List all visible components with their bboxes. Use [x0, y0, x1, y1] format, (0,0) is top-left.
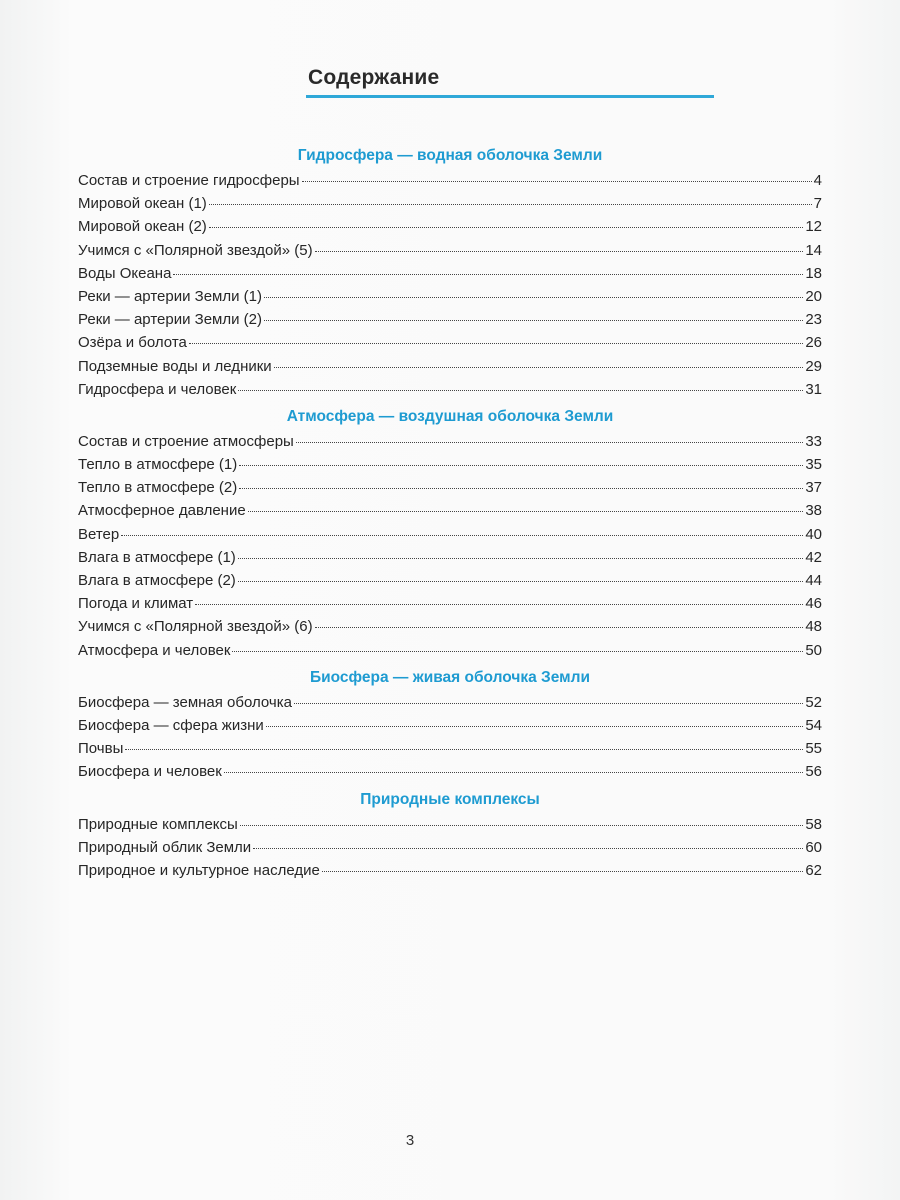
toc-entry-label: Учимся с «Полярной звездой» (5)	[78, 241, 313, 259]
dot-leader	[240, 825, 804, 826]
dot-leader	[296, 442, 803, 443]
toc-entry-label: Состав и строение гидросферы	[78, 172, 300, 189]
dot-leader	[238, 581, 804, 582]
dot-leader	[248, 511, 804, 512]
toc-entry-page: 4	[813, 172, 822, 189]
toc-entry-page: 40	[805, 525, 822, 543]
toc-entry-label: Состав и строение атмосферы	[78, 432, 294, 450]
toc-entry[interactable]	[78, 331, 822, 354]
toc-entry-page: 35	[805, 456, 822, 474]
toc-entry-label: Воды Океана	[78, 264, 172, 282]
toc-entry[interactable]	[78, 760, 822, 783]
toc-entry-label: Гидросфера и человек	[78, 380, 237, 398]
toc-entry[interactable]	[78, 615, 822, 638]
table-of-contents	[78, 140, 822, 882]
toc-entry-page: 18	[805, 264, 822, 282]
toc-entry-label: Подземные воды и ледники	[78, 357, 272, 375]
toc-entry[interactable]	[78, 453, 822, 476]
toc-entry-page: 44	[805, 572, 822, 589]
toc-entry[interactable]	[78, 378, 822, 401]
toc-entry-label: Биосфера — сфера жизни	[78, 716, 264, 734]
toc-entry[interactable]	[78, 569, 822, 592]
toc-entry[interactable]	[78, 737, 822, 760]
toc-entry-page: 26	[805, 334, 822, 352]
dot-leader	[302, 181, 812, 182]
dot-leader	[239, 465, 803, 466]
dot-leader	[209, 227, 804, 228]
toc-entry[interactable]	[78, 813, 822, 836]
toc-entry-page: 31	[805, 380, 822, 398]
title-underline	[306, 95, 714, 98]
toc-entry-label: Природное и культурное наследие	[78, 861, 320, 879]
toc-entry-label: Атмосферное давление	[78, 502, 246, 520]
dot-leader	[224, 772, 804, 773]
dot-leader	[264, 297, 803, 298]
toc-entry-label: Мировой океан (2)	[78, 218, 207, 236]
toc-entry[interactable]	[78, 285, 822, 308]
page-title: Содержание	[308, 66, 440, 89]
toc-entry-page: 38	[805, 502, 822, 520]
section-heading: Атмосфера — воздушная оболочка Земли	[286, 407, 614, 425]
toc-entry-label: Природные комплексы	[78, 815, 238, 833]
toc-entry-page: 52	[805, 693, 822, 711]
toc-entry-label: Озёра и болота	[78, 334, 187, 352]
toc-entry-page: 37	[805, 479, 822, 497]
toc-entry[interactable]	[78, 691, 822, 714]
dot-leader	[264, 320, 803, 321]
toc-entry-label: Тепло в атмосфере (2)	[78, 479, 238, 497]
section-heading: Природные комплексы	[360, 790, 540, 808]
toc-entry-page: 23	[805, 311, 822, 329]
toc-entry-label: Влага в атмосфере (2)	[78, 572, 236, 589]
toc-entry[interactable]	[78, 430, 822, 453]
toc-entry-label: Биосфера — земная оболочка	[78, 693, 292, 711]
toc-entry-page: 33	[805, 432, 822, 450]
dot-leader	[274, 367, 804, 368]
toc-entry-page: 48	[805, 618, 822, 636]
toc-entry-label: Природный облик Земли	[78, 838, 252, 856]
toc-entry-page: 46	[805, 595, 822, 613]
page-number: 3	[405, 1132, 415, 1149]
toc-entry-page: 50	[805, 641, 822, 659]
toc-entry-page: 42	[805, 548, 822, 566]
toc-entry-label: Почвы	[78, 740, 124, 758]
toc-entry[interactable]	[78, 215, 822, 238]
toc-entry[interactable]	[78, 169, 822, 192]
section-heading: Биосфера — живая оболочка Земли	[309, 668, 591, 686]
toc-entry-page: 20	[805, 287, 822, 305]
toc-entry[interactable]	[78, 262, 822, 285]
toc-entry-page: 12	[805, 218, 822, 236]
toc-entry[interactable]	[78, 308, 822, 331]
toc-entry-label: Ветер	[78, 525, 120, 543]
dot-leader	[315, 251, 804, 252]
toc-entry[interactable]	[78, 859, 822, 882]
toc-entry[interactable]	[78, 192, 822, 215]
toc-entry[interactable]	[78, 523, 822, 546]
toc-entry[interactable]	[78, 836, 822, 859]
dot-leader	[322, 871, 804, 872]
toc-entry-page: 55	[805, 740, 822, 758]
dot-leader	[209, 204, 812, 205]
dot-leader	[253, 848, 803, 849]
toc-entry-label: Мировой океан (1)	[78, 195, 207, 213]
toc-entry-page: 7	[813, 195, 822, 213]
toc-entry[interactable]	[78, 546, 822, 569]
toc-entry-label: Реки — артерии Земли (2)	[78, 311, 262, 329]
toc-entry-page: 54	[805, 716, 822, 734]
toc-entry-page: 56	[805, 763, 822, 781]
toc-entry-page: 14	[805, 241, 822, 259]
toc-entry-page: 60	[805, 838, 822, 856]
section-heading: Гидросфера — водная оболочка Земли	[297, 147, 603, 164]
dot-leader	[294, 703, 803, 704]
toc-entry-label: Погода и климат	[78, 595, 194, 613]
toc-entry-label: Атмосфера и человек	[78, 641, 231, 659]
toc-entry[interactable]	[78, 639, 822, 662]
toc-entry[interactable]	[78, 476, 822, 499]
dot-leader	[173, 274, 803, 275]
toc-entry[interactable]	[78, 592, 822, 615]
toc-entry[interactable]	[78, 355, 822, 378]
dot-leader	[238, 558, 804, 559]
dot-leader	[189, 343, 803, 344]
toc-entry-label: Реки — артерии Земли (1)	[78, 287, 262, 305]
toc-entry-label: Тепло в атмосфере (1)	[78, 456, 238, 474]
toc-entry-page: 29	[805, 357, 822, 375]
toc-entry-label: Влага в атмосфере (1)	[78, 548, 236, 566]
toc-entry-page: 62	[805, 861, 822, 879]
toc-entry[interactable]	[78, 714, 822, 737]
toc-entry-label: Биосфера и человек	[78, 763, 222, 781]
dot-leader	[121, 535, 803, 536]
dot-leader	[232, 651, 803, 652]
toc-entry[interactable]	[78, 239, 822, 262]
dot-leader	[239, 488, 803, 489]
dot-leader	[238, 390, 803, 391]
toc-entry-label: Учимся с «Полярной звездой» (6)	[78, 618, 313, 636]
toc-entry-page: 58	[805, 815, 822, 833]
dot-leader	[266, 726, 804, 727]
dot-leader	[125, 749, 803, 750]
dot-leader	[315, 627, 804, 628]
toc-entry[interactable]	[78, 499, 822, 522]
dot-leader	[195, 604, 803, 605]
